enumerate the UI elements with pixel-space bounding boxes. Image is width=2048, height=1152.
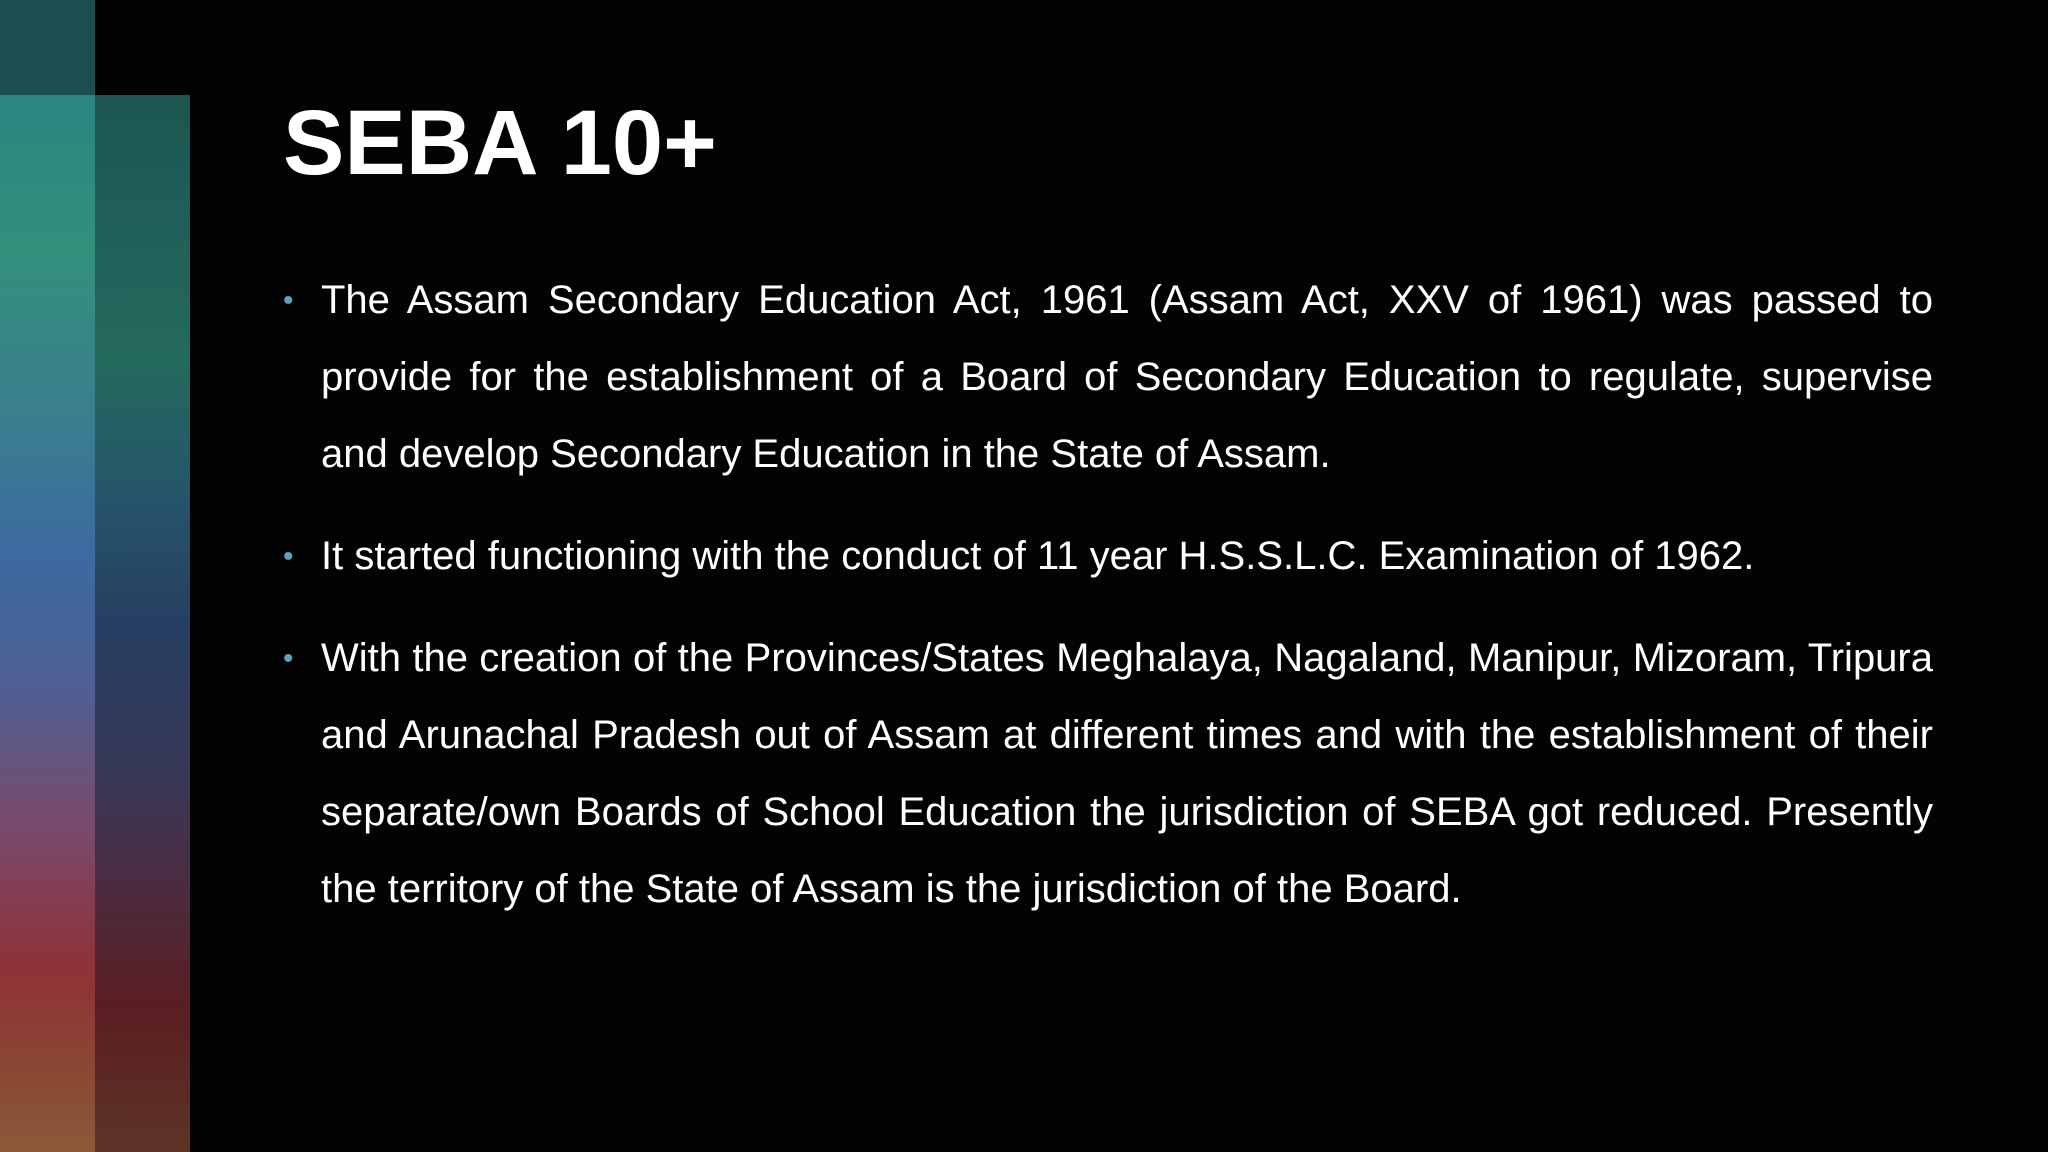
bullet-item [283, 620, 1933, 928]
decorative-gradient-bar-right [95, 95, 190, 1152]
bullet-icon: • [283, 642, 294, 675]
bullet-list [283, 262, 1933, 953]
bullet-text: With the creation of the Provinces/States Meghalaya, Nagaland, Manipur, Mizoram, Tripura and Arunachal Pradesh out of Assam at different times and with the establishment of their separate/own Boards of School Education the jurisdiction of SEBA got reduced. Presently the territory of the State of Assam is the jurisdiction of the Board. [321, 636, 1933, 911]
bullet-text: It started functioning with the conduct of 11 year H.S.S.L.C. Examination of 1962. [321, 534, 1755, 578]
bullet-icon: • [283, 284, 294, 317]
bullet-item [283, 518, 1933, 595]
bullet-item [283, 262, 1933, 493]
slide-title: SEBA 10+ [283, 92, 717, 194]
bullet-icon: • [283, 540, 294, 573]
bullet-text: The Assam Secondary Education Act, 1961 (Assam Act, XXV of 1961) was passed to provide for the establishment of a Board of Secondary Education to regulate, supervise and develop Secondary Education in the State of Assam. [321, 278, 1933, 476]
decorative-gradient-bar-left [0, 0, 95, 1152]
